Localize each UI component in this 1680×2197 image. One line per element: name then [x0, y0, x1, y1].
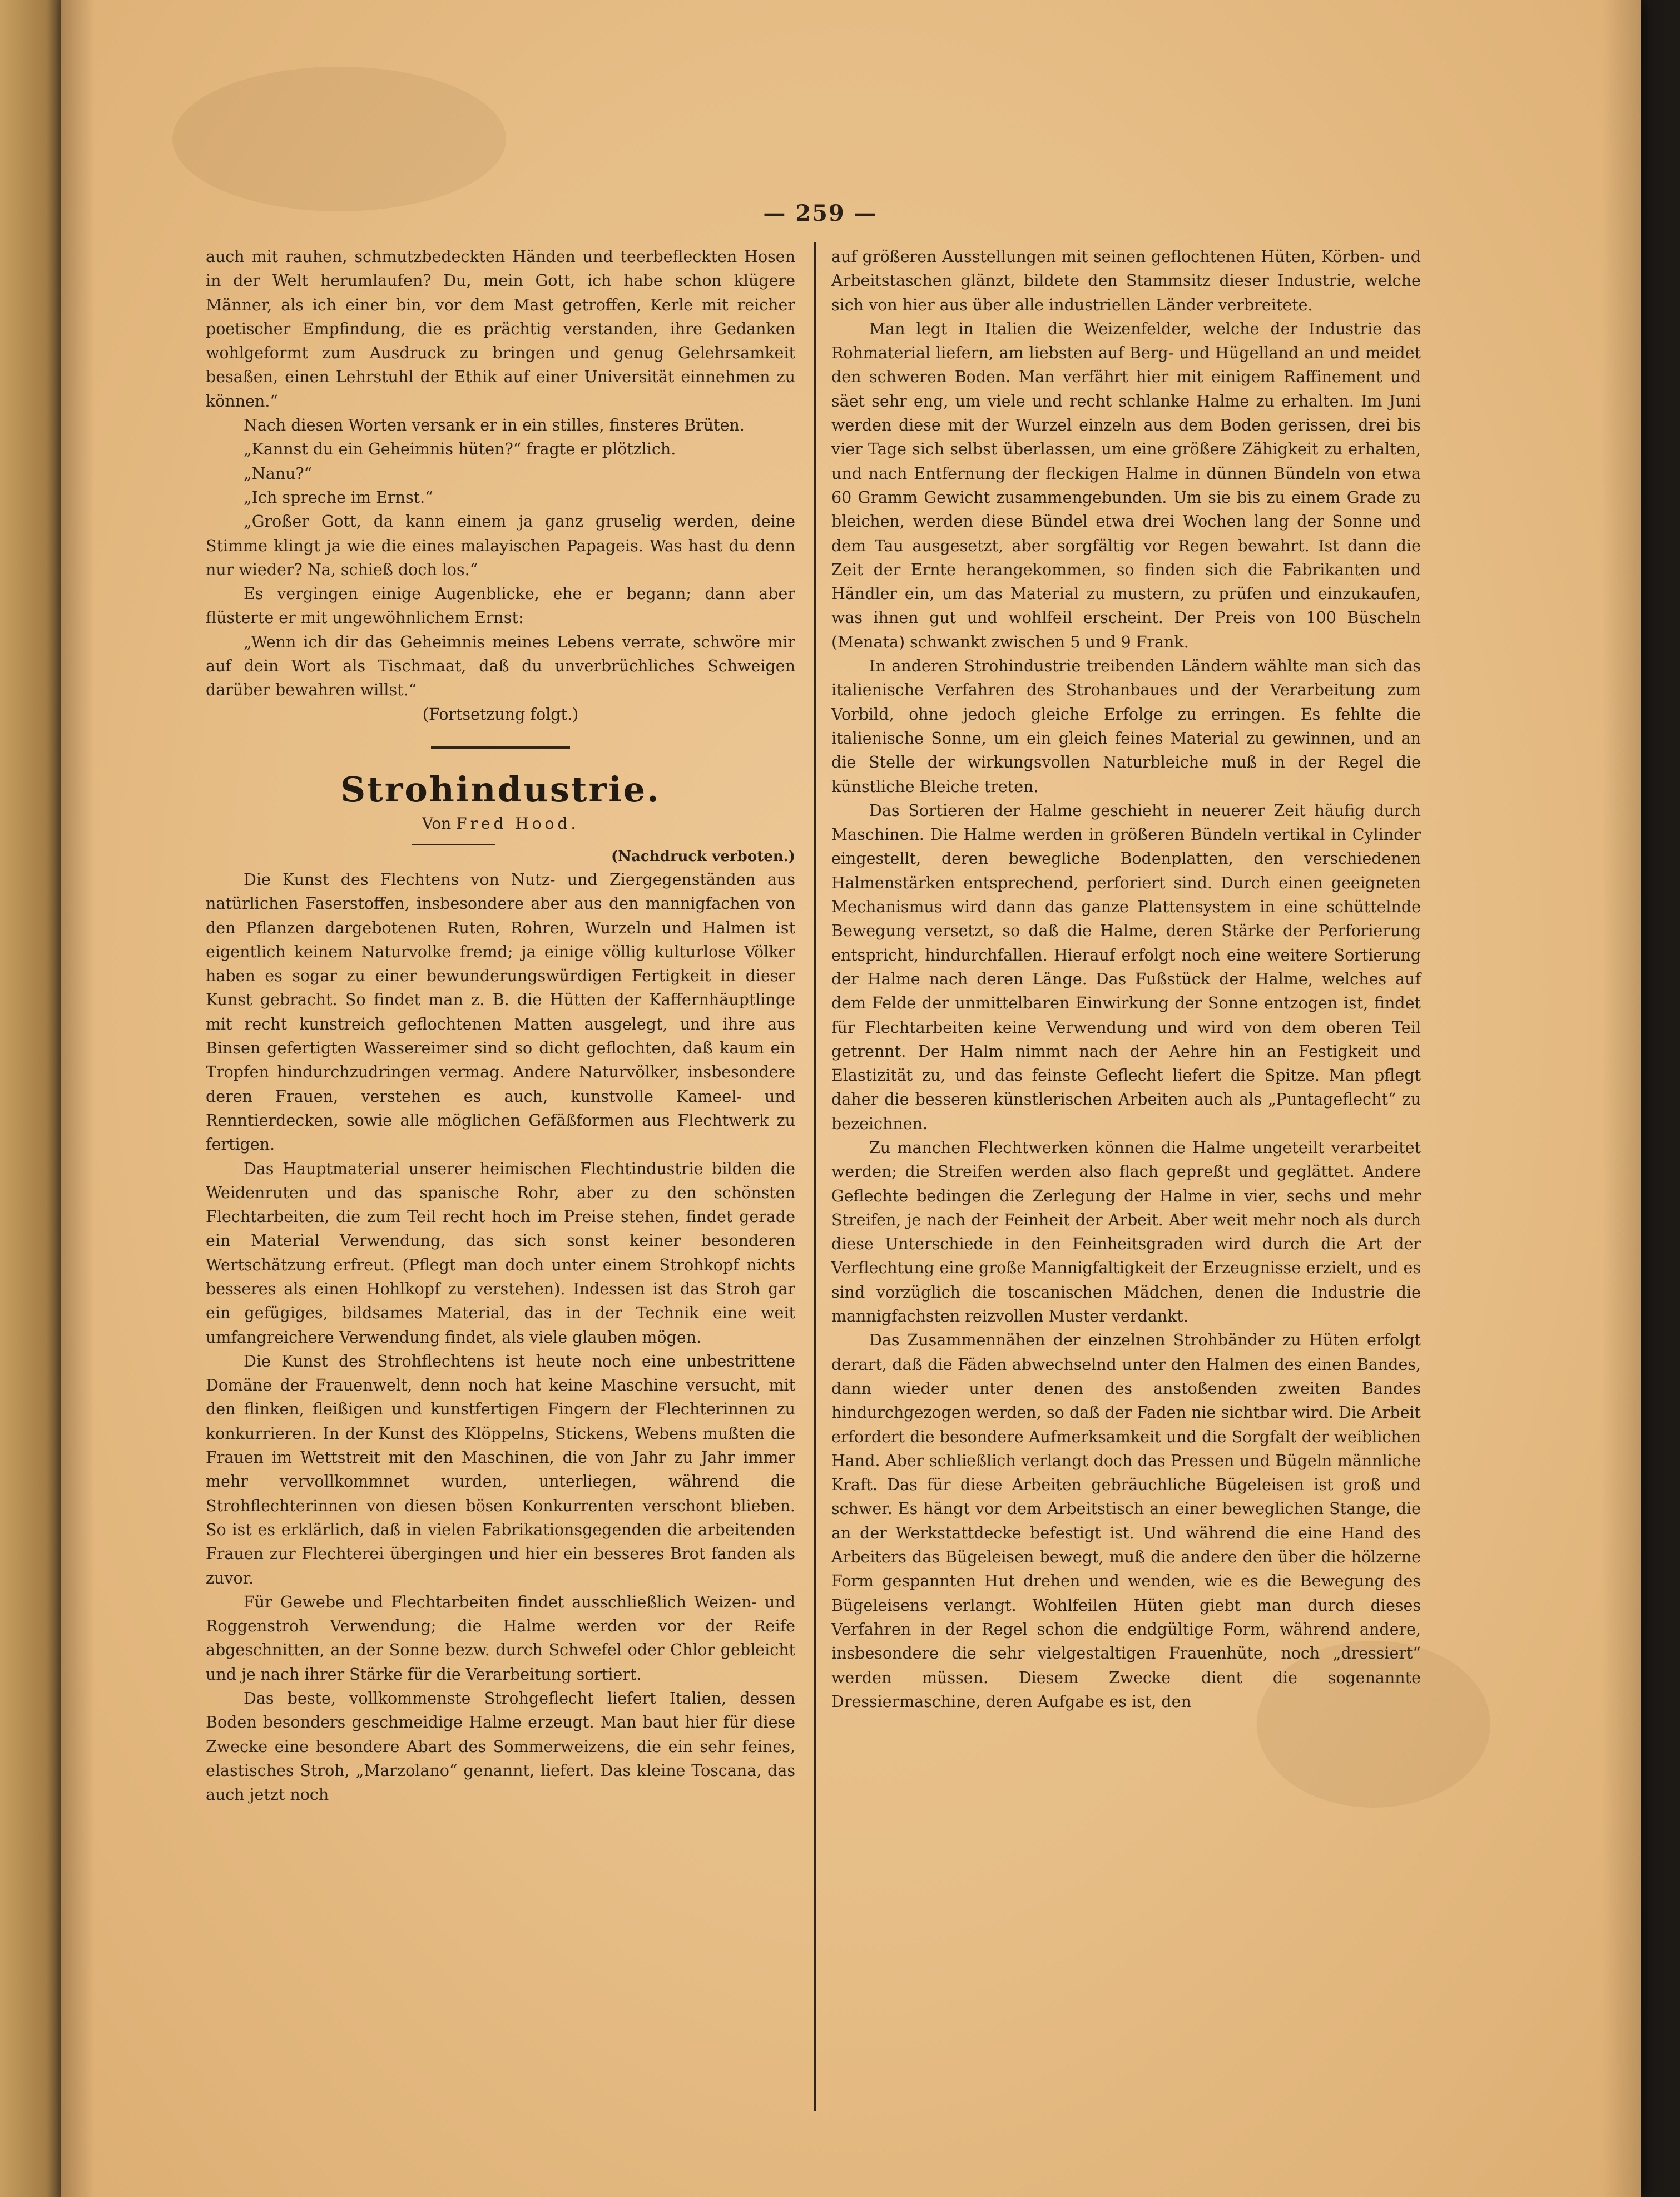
article-paragraph: Das Hauptmaterial unserer heimischen Flechtindustrie bilden die Weidenruten und das spanische Rohr, aber zu den schönsten Flechtarbeiten, die zum Teil recht hoch im Preise stehen, findet gerade ein Material Verwendung, das sich sonst keiner besonderen Wertschätzung erfreut. (Pflegt man doch unter einem Strohkopf nichts besseres als einen Hohlkopf zu verstehen). Indessen ist das Stroh gar ein gefügiges, bildsames Material, das in der Technik eine weit umfangreichere Verwendung findet, als viele glauben mögen.	[206, 1159, 795, 1347]
byline-prefix: Von	[422, 814, 452, 833]
paper-stain	[172, 67, 506, 211]
section-separator	[431, 746, 570, 749]
article-paragraph: Das Zusammennähen der einzelnen Strohbänder zu Hüten erfolgt derart, daß die Fäden abwechselnd unter den Halmen des einen Bandes, dann wieder unter denen des anstoßenden zweiten Bandes hindurchgezogen werden, so daß der Faden nie sichtbar wird. Die Arbeit erfordert die besondere Aufmerksamkeit und die Sorgfalt der weiblichen Hand. Aber schließlich verlangt doch das Pressen und Bügeln männliche Kraft. Das für diese Arbeiten gebräuchliche Bügeleisen ist groß und schwer. Es hängt vor dem Arbeitstisch an einer beweglichen Stange, die an der Werkstattdecke befestigt ist. Und während die eine Hand des Arbeiters das Bügeleisen bewegt, muß die andere den über die hölzerne Form gespannten Hut drehen und wenden, wie es die Bewegung des Bügeleisens verlangt. Wohlfeilen Hüten giebt man durch dieses Verfahren in der Regel schon die endgültige Form, während andere, insbesondere die sehr vielgestaltigen Frauenhüte, noch „dressiert“ werden müssen. Diesem Zwecke dient die sogenannte Dressiermaschine, deren Aufgabe es ist, den	[831, 1331, 1421, 1711]
right-column	[831, 245, 1421, 1714]
page-number: — 259 —	[763, 200, 878, 226]
book-spine-backdrop	[0, 0, 67, 2197]
article-paragraph: auf größeren Ausstellungen mit seinen geflochtenen Hüten, Körben- und Arbeitstaschen glänzt, bildete den Stammsitz dieser Industrie, welche sich von hier aus über alle industriellen Länder verbreitete.	[831, 248, 1421, 314]
article-paragraph: Man legt in Italien die Weizenfelder, welche der Industrie das Rohmaterial liefern, am liebsten auf Berg- und Hügelland an und meidet den schweren Boden. Man verfährt hier mit einigem Raffinement und säet sehr eng, um viele und recht schlanke Halme zu erhalten. Im Juni werden diese mit der Wurzel einzeln aus dem Boden gerissen, drei bis vier Tage sich selbst überlassen, um eine größere Zähigkeit zu erhalten, und nach Entfernung der fleckigen Halme in dünnen Bündeln von etwa 60 Gramm Gewicht zusammengebunden. Um sie bis zu einem Grade zu bleichen, werden diese Bündel etwa drei Wochen lang der Sonne und dem Tau ausgesetzt, aber sorgfältig vor Regen bewahrt. Ist dann die Zeit der Ernte herangekommen, so finden sich die Fabrikanten und Händler ein, um das Material zu mustern, zu prüfen und einzukaufen, was ihnen gut und wohlfeil erscheint. Der Preis von 100 Büscheln (Menata) schwankt zwischen 5 und 9 Frank.	[831, 319, 1421, 651]
article-paragraph: Die Kunst des Strohflechtens ist heute noch eine unbestrittene Domäne der Frauenwelt, denn noch hat keine Maschine versucht, mit den flinken, fleißigen und kunstfertigen Fingern der Flechterinnen zu konkurrieren. In der Kunst des Klöppelns, Stickens, Webens mußten die Frauen im Wettstreit mit den Maschinen, die von Jahr zu Jahr immer mehr vervollkommnet wurden, unterliegen, während die Strohflechterinnen von diesen bösen Konkurrenten verschont blieben. So ist es erklärlich, daß in vielen Fabrikationsgegenden die arbeitenden Frauen zur Flechterei übergingen und hier ein besseres Brot fanden als zuvor.	[206, 1352, 795, 1587]
article-paragraph: Für Gewebe und Flechtarbeiten findet ausschließlich Weizen- und Roggenstroh Verwendung; die Halme werden vor der Reife abgeschnitten, an der Sonne bezw. durch Schwefel oder Chlor gebleicht und je nach ihrer Stärke für die Verarbeitung sortiert.	[206, 1592, 795, 1684]
dialogue-line: „Ich spreche im Ernst.“	[244, 488, 433, 507]
article-paragraph: Zu manchen Flechtwerken können die Halme ungeteilt verarbeitet werden; die Streifen werden also flach gepreßt und geglättet. Andere Geflechte bedingen die Zerlegung der Halme in vier, sechs und mehr Streifen, je nach der Feinheit der Arbeit. Aber weit mehr noch als durch diese Unterschiede in den Feinheitsgraden wird durch die Art der Verflechtung eine große Mannigfaltigkeit der Erzeugnisse erzielt, und es sind vorzüglich die toscanischen Mädchen, denen die Industrie die mannigfachsten reizvollen Muster verdankt.	[831, 1138, 1421, 1326]
article-paragraph: Das Sortieren der Halme geschieht in neuerer Zeit häufig durch Maschinen. Die Halme werden in größeren Bündeln vertikal in Cylinder eingestellt, deren bewegliche Bodenplatten, den verschiedenen Halmenstärken entsprechend, perforiert sind. Durch einen geeigneten Mechanismus wird dann das ganze Plattensystem in eine schüttelnde Bewegung versetzt, so daß die Halme, deren Stärke der Perforierung entspricht, hindurchfallen. Hierauf erfolgt noch eine weitere Sortierung der Halme nach deren Länge. Das Fußstück der Halme, welches auf dem Felde der unmittelbaren Einwirkung der Sonne entzogen ist, findet für Flechtarbeiten keine Verwendung und wird von dem oberen Teil getrennt. Der Halm nimmt nach der Aehre hin an Festigkeit und Elastizität zu, und das feinste Geflecht liefert die Spitze. Man pflegt daher die besseren künstlerischen Arbeiten auch als „Puntageflecht“ zu bezeichnen.	[831, 801, 1421, 1133]
story-paragraph: Nach diesen Worten versank er in ein stilles, finsteres Brüten.	[244, 416, 745, 435]
article-paragraph: Die Kunst des Flechtens von Nutz- und Ziergegenständen aus natürlichen Faserstoffen, insbesondere aber aus den mannigfachen von den Pflanzen dargebotenen Ruten, Rohren, Wurzeln und Halmen ist eigentlich keinem Naturvolke fremd; ja einige völlig kulturlose Völker haben es sogar zu einer bewunderungswürdigen Fertigkeit in dieser Kunst gebracht. So findet man z. B. die Hütten der Kaffernhäuptlinge mit recht kunstreich geflochtenen Matten ausgelegt, und ihre aus Binsen gefertigten Wassereimer sind so dicht geflochten, daß kaum ein Tropfen hindurchzudringen vermag. Andere Naturvölker, insbesondere deren Frauen, verstehen es auch, kunstvolle Kameel- und Renntierdecken, sowie alle möglichen Gefäßformen aus Flechtwerk zu fertigen.	[206, 870, 795, 1154]
dialogue-line: „Großer Gott, da kann einem ja ganz gruselig werden, deine Stimme klingt ja wie die eines malayischen Papageis. Was hast du denn nur wieder? Na, schieß doch los.“	[206, 512, 795, 579]
dialogue-line: „Kannst du ein Geheimnis hüten?“ fragte er plötzlich.	[244, 440, 676, 459]
dialogue-line: „Nanu?“	[244, 464, 313, 483]
article-title: Strohindustrie.	[340, 769, 661, 810]
story-paragraph: Es vergingen einige Augenblicke, ehe er begann; dann aber flüsterte er mit ungewöhnlichem Ernst:	[206, 585, 795, 627]
dialogue-line: „Wenn ich dir das Geheimnis meines Lebens verrate, schwöre mir auf dein Wort als Tischmaat, daß du unverbrüchliches Schweigen darüber bewahren willst.“	[206, 632, 795, 700]
article-paragraph: In anderen Strohindustrie treibenden Ländern wählte man sich das italienische Verfahren des Strohanbaues und der Verarbeitung zum Vorbild, ohne jedoch gleiche Erfolge zu erringen. Es fehlte die italienische Sonne, um ein gleich feines Material zu gewinnen, und an die Stelle der wirkungsvollen Naturbleiche muß in der Regel die künstliche Bleiche treten.	[831, 657, 1421, 796]
left-column	[206, 245, 795, 1807]
binding-shadow	[61, 0, 95, 2197]
byline	[206, 811, 795, 836]
byline-author: Fred Hood.	[456, 814, 579, 833]
page-edge-shadow	[1602, 0, 1641, 2197]
story-paragraph: auch mit rauhen, schmutzbedeckten Händen und teerbefleckten Hosen in der Welt herumlaufen? Du, mein Gott, ich habe schon klügere Männer, als ich einer bin, vor dem Mast getroffen, Kerle mit reicher poetischer Empfindung, die es prächtig verstanden, ihre Gedanken wohlgeformt zum Ausdruck zu bringen und genug Gelehrsamkeit besaßen, einen Lehrstuhl der Ethik auf einer Universität einnehmen zu können.“	[206, 248, 795, 410]
rights-notice: (Nachdruck verboten.)	[611, 848, 795, 865]
article-paragraph: Das beste, vollkommenste Strohgeflecht liefert Italien, dessen Boden besonders geschmeidige Halme erzeugt. Man baut hier für diese Zwecke eine besondere Abart des Sommerweizens, die ein sehr feines, elastisches Stroh, „Marzolano“ genannt, liefert. Das kleine Toscana, das auch jetzt noch	[206, 1689, 795, 1804]
column-divider	[814, 242, 816, 2111]
continuation-note: (Fortsetzung folgt.)	[422, 705, 579, 724]
